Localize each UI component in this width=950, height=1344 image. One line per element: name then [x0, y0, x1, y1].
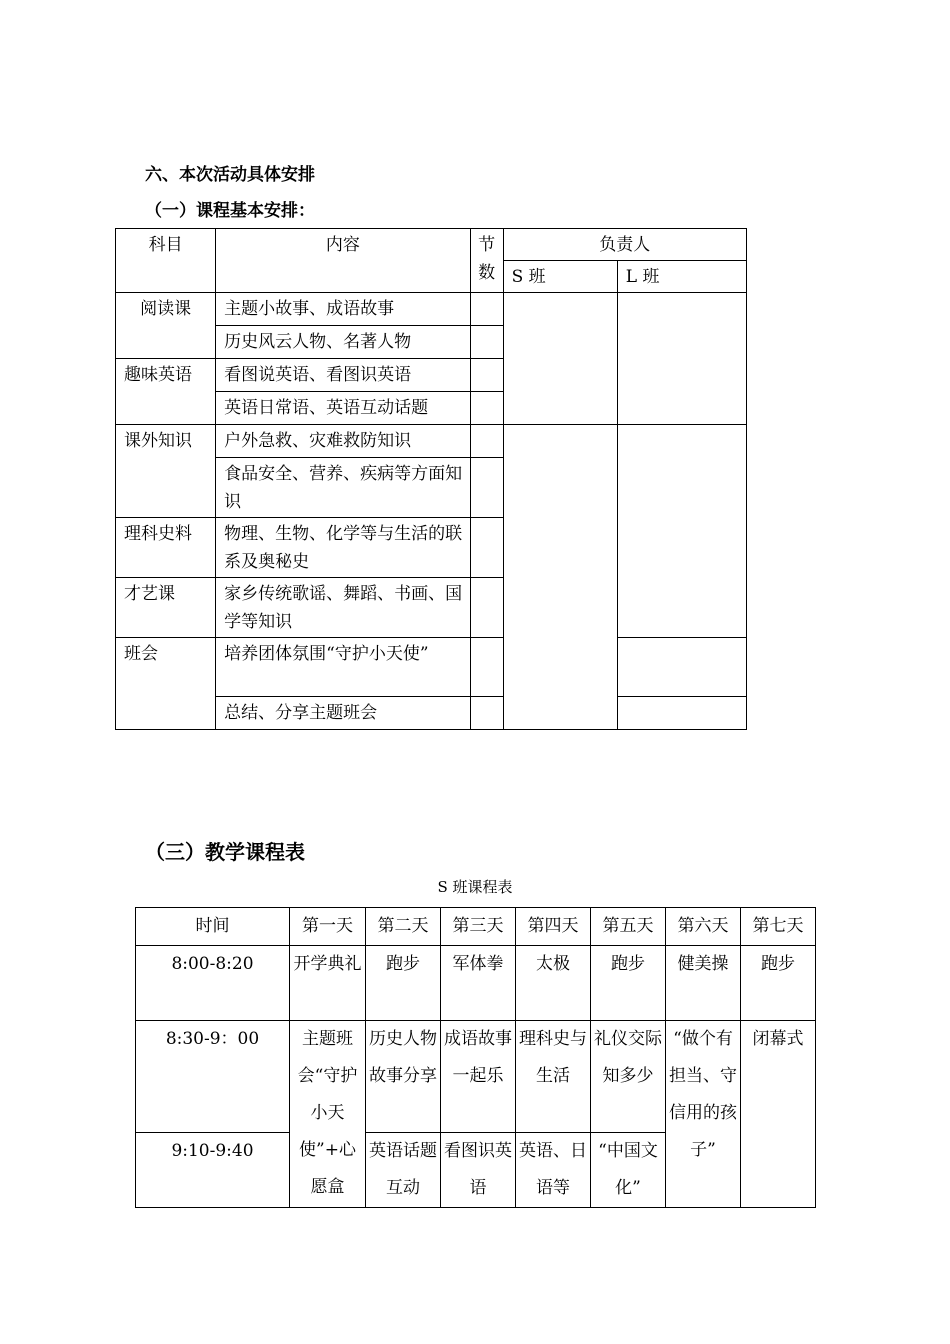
schedule-cell: 跑步	[741, 946, 816, 1021]
content-cell: 食品安全、营养、疾病等方面知识	[216, 458, 470, 518]
sessions-cell	[470, 326, 503, 359]
sessions-cell	[470, 578, 503, 638]
schedule-cell: “中国文化”	[591, 1133, 666, 1208]
content-cell: 看图说英语、看图识英语	[216, 359, 470, 392]
sessions-cell	[470, 518, 503, 578]
header-s-class: S 班	[503, 261, 617, 293]
header-day: 第三天	[441, 908, 516, 946]
header-content: 内容	[216, 229, 470, 293]
schedule-cell: “做个有担当、守信用的孩子”	[666, 1021, 741, 1208]
schedule-cell: 历史人物故事分享	[366, 1021, 441, 1133]
schedule-cell: 跑步	[591, 946, 666, 1021]
content-cell: 培养团体氛围“守护小天使”	[216, 638, 470, 697]
l-owner-cell	[617, 425, 746, 638]
subject-cell: 阅读课	[116, 293, 216, 359]
schedule-cell: 太极	[516, 946, 591, 1021]
content-cell: 总结、分享主题班会	[216, 697, 470, 730]
time-cell: 9:10-9:40	[136, 1133, 290, 1208]
content-cell: 主题小故事、成语故事	[216, 293, 470, 326]
subject-cell: 才艺课	[116, 578, 216, 638]
header-day: 第七天	[741, 908, 816, 946]
header-day: 第四天	[516, 908, 591, 946]
content-cell: 物理、生物、化学等与生活的联系及奥秘史	[216, 518, 470, 578]
sessions-cell	[470, 697, 503, 730]
subject-cell: 理科史料	[116, 518, 216, 578]
schedule-caption: S 班课程表	[437, 878, 513, 896]
schedule-cell: 健美操	[666, 946, 741, 1021]
l-owner-cell	[617, 293, 746, 425]
schedule-cell: 军体拳	[441, 946, 516, 1021]
time-cell: 8:30-9：00	[136, 1021, 290, 1133]
sessions-cell	[470, 425, 503, 458]
schedule-cell: 英语、日语等	[516, 1133, 591, 1208]
l-owner-cell	[617, 638, 746, 697]
schedule-cell: 跑步	[366, 946, 441, 1021]
l-owner-cell	[617, 697, 746, 730]
content-cell: 户外急救、灾难救防知识	[216, 425, 470, 458]
s-class-schedule-table	[135, 907, 816, 1208]
header-day: 第五天	[591, 908, 666, 946]
subject-cell: 课外知识	[116, 425, 216, 518]
header-sessions: 节数	[470, 229, 503, 293]
schedule-section-heading: （三）教学课程表	[145, 840, 305, 864]
time-cell: 8:00-8:20	[136, 946, 290, 1021]
header-owner: 负责人	[503, 229, 746, 261]
header-day: 第二天	[366, 908, 441, 946]
subject-cell: 班会	[116, 638, 216, 730]
sessions-cell	[470, 638, 503, 697]
header-day: 第六天	[666, 908, 741, 946]
schedule-cell: 理科史与生活	[516, 1021, 591, 1133]
sessions-cell	[470, 392, 503, 425]
header-time: 时间	[136, 908, 290, 946]
s-owner-cell	[503, 293, 617, 425]
subsection-heading-basic: （一）课程基本安排：	[145, 201, 315, 221]
schedule-cell: 成语故事一起乐	[441, 1021, 516, 1133]
header-subject: 科目	[116, 229, 216, 293]
schedule-cell: 礼仪交际知多少	[591, 1021, 666, 1133]
sessions-cell	[470, 458, 503, 518]
schedule-cell: 英语话题互动	[366, 1133, 441, 1208]
content-cell: 英语日常语、英语互动话题	[216, 392, 470, 425]
s-owner-cell	[503, 425, 617, 730]
schedule-cell: 闭幕式	[741, 1021, 816, 1208]
header-day: 第一天	[290, 908, 366, 946]
header-l-class: L 班	[617, 261, 746, 293]
section-heading: 六、本次活动具体安排	[145, 165, 315, 185]
subject-cell: 趣味英语	[116, 359, 216, 425]
content-cell: 家乡传统歌谣、舞蹈、书画、国学等知识	[216, 578, 470, 638]
sessions-cell	[470, 359, 503, 392]
schedule-cell: 主题班会“守护小天使”+心愿盒	[290, 1021, 366, 1208]
schedule-cell: 开学典礼	[290, 946, 366, 1021]
schedule-cell: 看图识英语	[441, 1133, 516, 1208]
content-cell: 历史风云人物、名著人物	[216, 326, 470, 359]
course-arrangement-table	[115, 228, 747, 730]
sessions-cell	[470, 293, 503, 326]
